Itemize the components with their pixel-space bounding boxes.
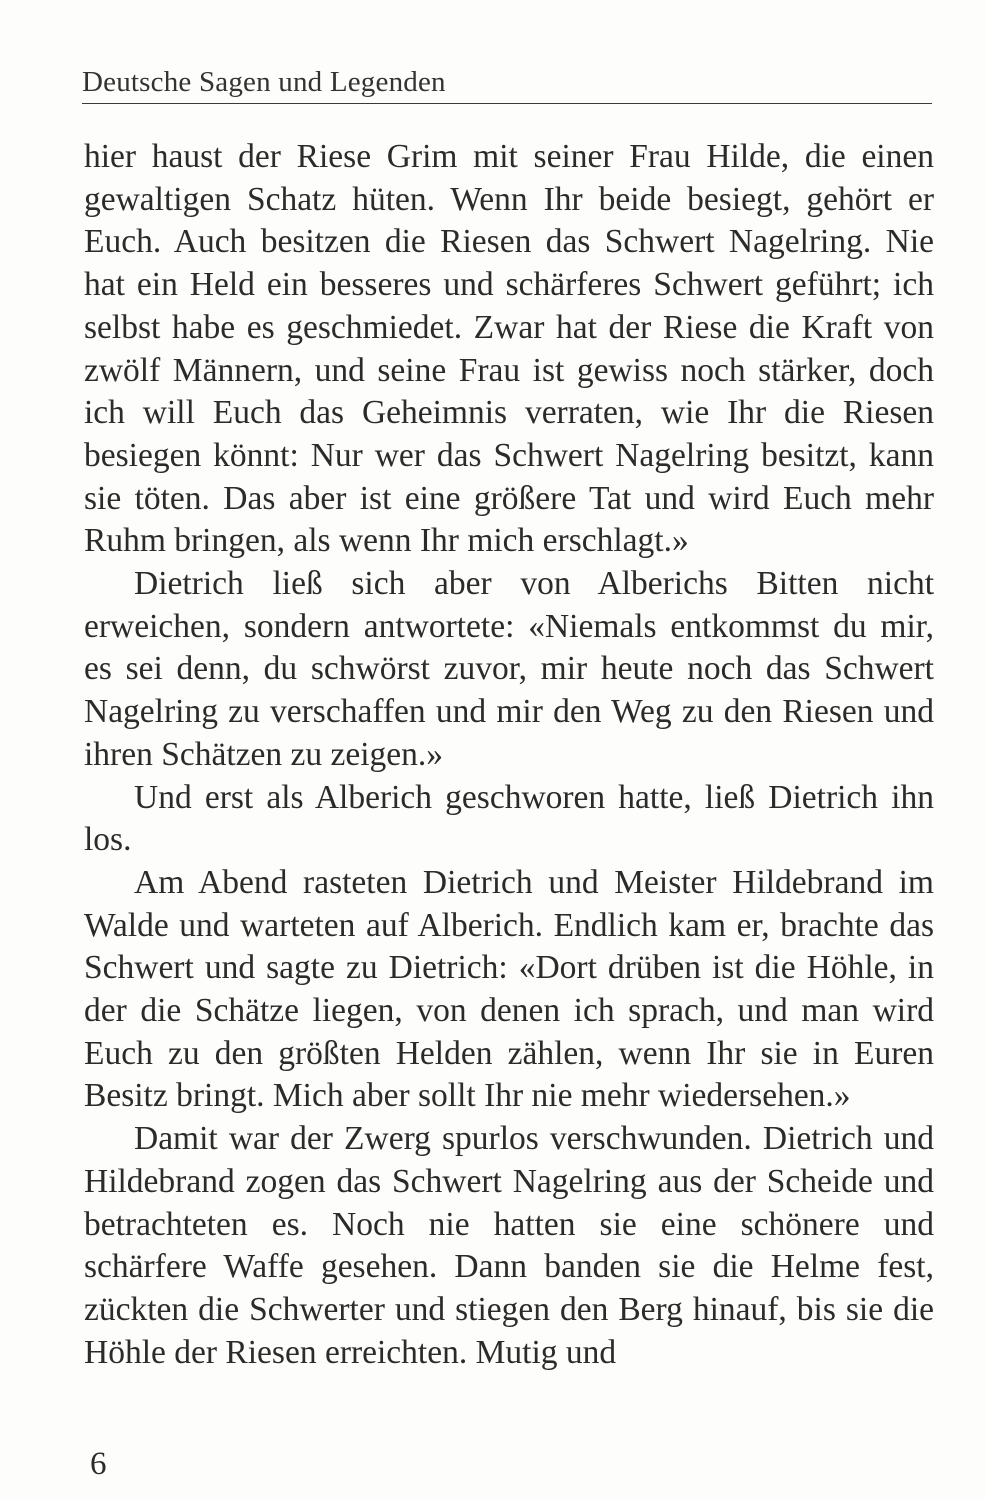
page-number: 6 — [90, 1446, 107, 1482]
paragraph-3: Und erst als Alberich geschworen hatte, ließ Dietrich ihn los. — [84, 778, 934, 859]
body-text — [84, 136, 934, 1374]
running-head — [82, 66, 932, 104]
paragraph-2: Dietrich ließ sich aber von Alberichs Bitten nicht erweichen, sondern antwortete: «Niemals entkommst du mir, es sei denn, du schwörst zuvor, mir heute noch das Schwert Nagelring zu verschaffen und mir den Weg zu den Riesen und ihren Schätzen zu zeigen.» — [84, 565, 934, 773]
running-title: Deutsche Sagen und Legenden — [82, 66, 446, 98]
paragraph-5: Damit war der Zwerg spurlos verschwunden. Dietrich und Hildebrand zogen das Schwert Nagelring aus der Scheide und betrachteten es. Noch nie hatten sie eine schönere und schärfere Waffe gesehen. Dann banden sie die Helme fest, zückten die Schwerter und stiegen den Berg hinauf, bis sie die Höhle der Riesen erreichten. Mutig und — [84, 1120, 934, 1371]
paragraph-4: Am Abend rasteten Dietrich und Meister Hildebrand im Walde und warteten auf Alberich. Endlich kam er, brachte das Schwert und sagte zu Dietrich: «Dort drüben ist die Höhle, in der die Schätze liegen, von denen ich sprach, und man wird Euch zu den größten Helden zählen, wenn Ihr sie in Euren Besitz bringt. Mich aber sollt Ihr nie mehr wiedersehen.» — [84, 863, 934, 1115]
paragraph-1: hier haust der Riese Grim mit seiner Frau Hilde, die einen gewaltigen Schatz hüten. Wenn Ihr beide besiegt, gehört er Euch. Auch besitzen die Riesen das Schwert Nagelring. Nie hat ein Held ein besseres und schärferes Schwert geführt; ich selbst habe es geschmiedet. Zwar hat der Riese die Kraft von zwölf Männern, und seine Frau ist gewiss noch stärker, doch ich will Euch das Geheimnis verraten, wie Ihr die Riesen besiegen könnt: Nur wer das Schwert Nagelring besitzt, kann sie töten. Das aber ist eine größere Tat und wird Euch mehr Ruhm bringen, als wenn Ihr mich erschlagt.» — [84, 138, 934, 560]
